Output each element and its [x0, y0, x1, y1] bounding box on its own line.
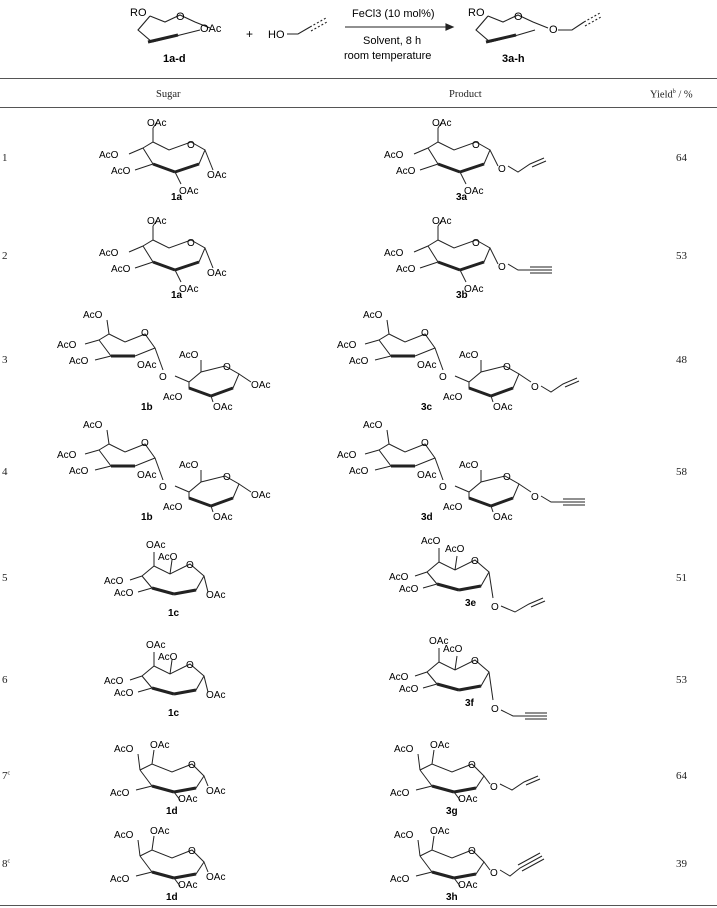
atom-label: OAc: [179, 186, 199, 197]
entry-number: 3: [2, 354, 8, 366]
product-structure-3b: [380, 212, 560, 302]
atom-label: OAc: [493, 402, 513, 412]
atom-label: AcO: [399, 684, 419, 695]
table-bottom-rule: [0, 905, 717, 906]
reactant-compound-label: 1a-d: [163, 53, 186, 65]
atom-label: O: [187, 238, 195, 249]
conditions-temperature: room temperature: [344, 50, 432, 62]
atom-label: AcO: [110, 788, 130, 799]
atom-label: OAc: [206, 590, 226, 601]
atom-label: AcO: [99, 150, 119, 161]
atom-label: AcO: [421, 536, 441, 547]
atom-label: AcO: [384, 248, 404, 259]
atom-label: O: [498, 262, 506, 273]
atom-label: O: [531, 492, 539, 503]
atom-label: OAc: [206, 786, 226, 797]
atom-label: O: [498, 164, 506, 175]
atom-label: AcO: [389, 572, 409, 583]
atom-label: AcO: [163, 502, 183, 513]
atom-label: AcO: [390, 788, 410, 799]
reactant-ro-label: RO: [130, 7, 147, 19]
atom-label: AcO: [179, 350, 199, 361]
atom-label: OAc: [251, 380, 271, 391]
compound-label: 1a: [171, 192, 183, 203]
atom-label: O: [439, 372, 447, 383]
atom-label: O: [188, 846, 196, 857]
atom-label: AcO: [399, 584, 419, 595]
atom-label: O: [490, 868, 498, 879]
alcohol-propargyl-chain: [287, 18, 327, 34]
atom-label: AcO: [158, 652, 178, 663]
atom-label: OAc: [146, 540, 166, 551]
sugar-structure-1b: [55, 306, 295, 412]
atom-label: O: [223, 362, 231, 373]
atom-label: O: [468, 846, 476, 857]
compound-label: 3c: [421, 402, 433, 412]
atom-label: AcO: [337, 340, 357, 351]
reaction-scheme: [0, 0, 717, 75]
atom-label: O: [471, 656, 479, 667]
yield-value: 58: [676, 466, 687, 478]
sugar-structure-1b: [55, 416, 295, 522]
atom-label: OAc: [178, 880, 198, 891]
atom-label: AcO: [396, 264, 416, 275]
atom-label: O: [531, 382, 539, 393]
atom-label: OAc: [206, 872, 226, 883]
atom-label: AcO: [363, 310, 383, 321]
atom-label: OAc: [464, 186, 484, 197]
table-row: [0, 628, 717, 732]
compound-label: 3a: [456, 192, 468, 203]
atom-label: AcO: [390, 874, 410, 885]
yield-value: 39: [676, 858, 687, 870]
plus-sign: +: [246, 27, 254, 41]
atom-label: O: [141, 438, 149, 449]
atom-label: O: [503, 362, 511, 373]
sugar-structure-1c: [100, 536, 250, 626]
column-header-product: Product: [449, 89, 482, 100]
compound-label: 1c: [168, 708, 180, 719]
table-row: [0, 732, 717, 818]
atom-label: AcO: [111, 166, 131, 177]
atom-label: AcO: [69, 466, 89, 477]
conditions-catalyst: FeCl3 (10 mol%): [352, 8, 435, 20]
atom-label: AcO: [179, 460, 199, 471]
compound-label: 3d: [421, 512, 433, 522]
atom-label: O: [223, 472, 231, 483]
atom-label: AcO: [384, 150, 404, 161]
atom-label: O: [141, 328, 149, 339]
atom-label: AcO: [114, 588, 134, 599]
atom-label: AcO: [443, 392, 463, 403]
conditions-solvent: Solvent, 8 h: [363, 35, 422, 47]
column-header-yield: Yield$^b$ / %: [650, 89, 693, 101]
yield-value: 53: [676, 674, 687, 686]
atom-label: OAc: [213, 402, 233, 412]
product-ring-o: O: [514, 11, 523, 23]
atom-label: OAc: [207, 170, 227, 181]
atom-label: OAc: [178, 794, 198, 805]
atom-label: O: [186, 660, 194, 671]
atom-label: O: [187, 140, 195, 151]
table-header-rule: [0, 107, 717, 108]
product-glycosidic-o: O: [549, 24, 558, 36]
compound-label: 1b: [141, 512, 153, 522]
sugar-structure-1d: [100, 822, 250, 904]
atom-label: OAc: [206, 690, 226, 701]
atom-label: OAc: [137, 360, 157, 371]
sugar-structure-1a: [95, 114, 255, 204]
yield-value: 53: [676, 250, 687, 262]
atom-label: OAc: [493, 512, 513, 522]
atom-label: OAc: [429, 636, 449, 647]
atom-label: OAc: [417, 360, 437, 371]
atom-label: AcO: [394, 830, 414, 841]
atom-label: AcO: [83, 310, 103, 321]
product-structure-3a: [380, 114, 560, 204]
reactant-oac: OAc: [200, 23, 222, 35]
compound-label: 1a: [171, 290, 183, 301]
atom-label: OAc: [458, 794, 478, 805]
atom-label: O: [159, 482, 167, 493]
atom-label: AcO: [389, 672, 409, 683]
sugar-structure-1a: [95, 212, 255, 302]
atom-label: AcO: [349, 356, 369, 367]
atom-label: AcO: [443, 644, 463, 655]
compound-label: 1b: [141, 402, 153, 412]
atom-label: O: [421, 328, 429, 339]
atom-label: O: [468, 760, 476, 771]
entry-number: 1: [2, 152, 8, 164]
column-header-sugar: Sugar: [156, 89, 181, 100]
atom-label: AcO: [114, 744, 134, 755]
table-row: [0, 416, 717, 528]
atom-label: OAc: [464, 284, 484, 295]
compound-label: 3e: [465, 598, 477, 609]
atom-label: OAc: [179, 284, 199, 295]
atom-label: OAc: [137, 470, 157, 481]
atom-label: AcO: [104, 676, 124, 687]
product-sugar-structure: [476, 13, 601, 42]
table-row: [0, 208, 717, 306]
atom-label: AcO: [337, 450, 357, 461]
atom-label: AcO: [396, 166, 416, 177]
yield-value: 51: [676, 572, 687, 584]
atom-label: O: [503, 472, 511, 483]
atom-label: OAc: [150, 740, 170, 751]
reaction-arrow: [345, 24, 453, 30]
atom-label: OAc: [417, 470, 437, 481]
atom-label: O: [439, 482, 447, 493]
table-row: [0, 306, 717, 416]
atom-label: AcO: [57, 340, 77, 351]
atom-label: AcO: [459, 350, 479, 361]
atom-label: AcO: [443, 502, 463, 513]
atom-label: AcO: [114, 830, 134, 841]
entry-number: 5: [2, 572, 8, 584]
atom-label: OAc: [147, 216, 167, 227]
atom-label: AcO: [104, 576, 124, 587]
atom-label: AcO: [445, 544, 465, 555]
yield-value: 64: [676, 152, 687, 164]
table-row: [0, 818, 717, 904]
atom-label: OAc: [458, 880, 478, 891]
atom-label: OAc: [207, 268, 227, 279]
compound-label: 3h: [446, 892, 458, 903]
atom-label: O: [186, 560, 194, 571]
atom-label: OAc: [430, 740, 450, 751]
entry-number: 4: [2, 466, 8, 478]
reactant-ring-o: O: [176, 11, 185, 23]
atom-label: AcO: [394, 744, 414, 755]
yield-value: 64: [676, 770, 687, 782]
atom-label: O: [490, 782, 498, 793]
compound-label: 3f: [465, 698, 474, 709]
product-structure-3d: [335, 416, 605, 522]
atom-label: O: [159, 372, 167, 383]
entry-number: 7$^c$: [2, 770, 11, 782]
atom-label: OAc: [150, 826, 170, 837]
yield-value: 48: [676, 354, 687, 366]
table-top-rule: [0, 78, 717, 79]
compound-label: 3b: [456, 290, 468, 301]
product-ro-label: RO: [468, 7, 485, 19]
compound-label: 3g: [446, 806, 458, 817]
sugar-structure-1c: [100, 636, 250, 726]
product-structure-3c: [335, 306, 595, 412]
product-structure-3e: [385, 532, 565, 628]
atom-label: O: [472, 140, 480, 151]
atom-label: AcO: [83, 420, 103, 431]
atom-label: AcO: [110, 874, 130, 885]
atom-label: AcO: [158, 552, 178, 563]
product-compound-label: 3a-h: [502, 53, 525, 65]
atom-label: O: [421, 438, 429, 449]
atom-label: O: [491, 602, 499, 613]
atom-label: O: [491, 704, 499, 715]
atom-label: OAc: [432, 118, 452, 129]
table-row: [0, 110, 717, 208]
table-row: [0, 530, 717, 628]
atom-label: AcO: [349, 466, 369, 477]
atom-label: OAc: [251, 490, 271, 501]
atom-label: OAc: [432, 216, 452, 227]
atom-label: AcO: [99, 248, 119, 259]
atom-label: AcO: [363, 420, 383, 431]
atom-label: OAc: [146, 640, 166, 651]
product-structure-3f: [385, 632, 565, 732]
product-structure-3h: [380, 822, 560, 904]
compound-label: 1d: [166, 806, 178, 817]
compound-label: 1c: [168, 608, 180, 619]
entry-number: 6: [2, 674, 8, 686]
atom-label: OAc: [147, 118, 167, 129]
atom-label: OAc: [213, 512, 233, 522]
compound-label: 1d: [166, 892, 178, 903]
alcohol-ho: HO: [268, 29, 285, 41]
atom-label: OAc: [430, 826, 450, 837]
atom-label: AcO: [69, 356, 89, 367]
atom-label: O: [188, 760, 196, 771]
product-structure-3g: [380, 736, 560, 818]
atom-label: AcO: [111, 264, 131, 275]
sugar-structure-1d: [100, 736, 250, 818]
entry-number: 8$^c$: [2, 858, 11, 870]
atom-label: AcO: [459, 460, 479, 471]
atom-label: AcO: [163, 392, 183, 403]
atom-label: O: [471, 556, 479, 567]
atom-label: AcO: [57, 450, 77, 461]
atom-label: AcO: [114, 688, 134, 699]
atom-label: O: [472, 238, 480, 249]
entry-number: 2: [2, 250, 8, 262]
